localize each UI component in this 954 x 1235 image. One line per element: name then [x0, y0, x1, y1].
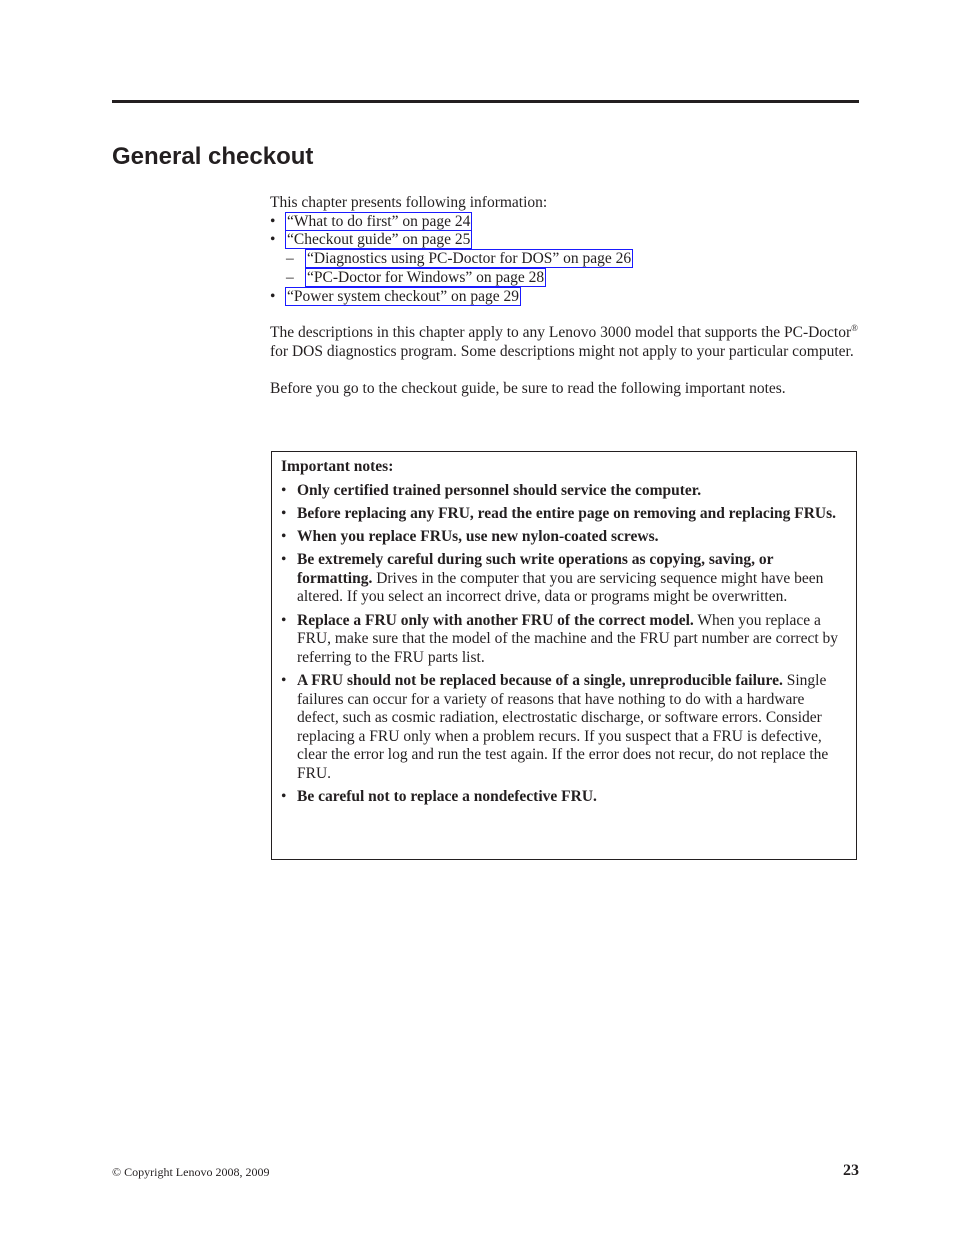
note-item [281, 482, 846, 501]
toc-link-diagnostics-dos[interactable]: “Diagnostics using PC-Doctor for DOS” on page 26 [307, 250, 632, 268]
chapter-title: General checkout [112, 143, 314, 170]
toc-subitem [270, 250, 860, 269]
registered-mark: ® [851, 323, 858, 334]
chapter-contents-list [270, 213, 860, 307]
notes-heading: Important notes: [281, 458, 394, 475]
toc-link-power-system-checkout[interactable]: “Power system checkout” on page 29 [287, 287, 520, 305]
bullet-marker: • [281, 481, 287, 499]
note-text: Single failures can occur for a variety of reasons that have nothing to do with a hardware defect, such as cosmic radiation, electrostatic discharge, or software errors. Consider replacing a FRU only when a problem recurs. If you suspect that a FRU is defective, clear the error log and run the test again. If the error does not recur, do not replace the FRU. [297, 671, 829, 782]
note-bold-text: When you replace FRUs, use new nylon-coated screws. [297, 527, 659, 545]
note-text: When you replace a FRU, make sure that the model of the machine and the FRU part number are correct by referring to the FRU parts list. [297, 611, 839, 666]
note-item [281, 528, 846, 547]
description-paragraph [270, 324, 860, 361]
toc-link-what-to-do-first[interactable]: “What to do first” on page 24 [287, 212, 471, 230]
toc-item [270, 288, 860, 307]
footer-copyright: © Copyright Lenovo 2008, 2009 [112, 1165, 270, 1179]
note-bold-text: Be careful not to replace a nondefective FRU. [297, 788, 597, 806]
toc-item [270, 231, 860, 250]
note-item [281, 505, 846, 524]
note-item [281, 788, 846, 807]
page-number: 23 [843, 1162, 859, 1179]
toc-link-checkout-guide[interactable]: “Checkout guide” on page 25 [287, 231, 471, 249]
toc-subitem [270, 269, 860, 288]
note-text: Drives in the computer that you are servicing sequence might have been altered. If you select an incorrect drive, data or programs might be overwritten. [297, 569, 824, 606]
bullet-marker: • [270, 231, 276, 249]
note-item [281, 612, 846, 668]
bullet-marker: • [281, 551, 287, 569]
note-bold-text: A FRU should not be replaced because of a single, unreproducible failure. [297, 671, 783, 689]
dash-marker: – [286, 268, 294, 286]
description-part1: The descriptions in this chapter apply to any Lenovo 3000 model that supports the PC-Doctor [270, 324, 852, 342]
note-bold-text: Before replacing any FRU, read the entire page on removing and replacing FRUs. [297, 504, 837, 522]
toc-item [270, 213, 860, 232]
bullet-marker: • [270, 287, 276, 305]
note-bold-text: Be extremely careful during such write operations as copying, saving, or formatting. [297, 551, 774, 587]
bullet-marker: • [281, 527, 287, 545]
description-part2: for DOS diagnostics program. Some descriptions might not apply to your particular computer. [270, 342, 854, 360]
before-note-paragraph: Before you go to the checkout guide, be sure to read the following important notes. [270, 379, 786, 397]
important-notes-box [271, 451, 857, 860]
note-item [281, 551, 846, 607]
note-item [281, 672, 846, 784]
chapter-intro-section [270, 194, 860, 398]
toc-link-pc-doctor-windows[interactable]: “PC-Doctor for Windows” on page 28 [307, 268, 545, 286]
bullet-marker: • [281, 671, 287, 689]
bullet-marker: • [281, 504, 287, 522]
bullet-marker: • [281, 611, 287, 629]
intro-text: This chapter presents following information: [270, 194, 548, 211]
chapter-rule [112, 100, 859, 103]
notes-list [281, 482, 846, 807]
note-bold-text: Only certified trained personnel should service the computer. [297, 481, 702, 499]
note-bold-text: Replace a FRU only with another FRU of the correct model. [297, 611, 694, 629]
bullet-marker: • [281, 788, 287, 806]
dash-marker: – [286, 250, 294, 268]
bullet-marker: • [270, 212, 276, 230]
